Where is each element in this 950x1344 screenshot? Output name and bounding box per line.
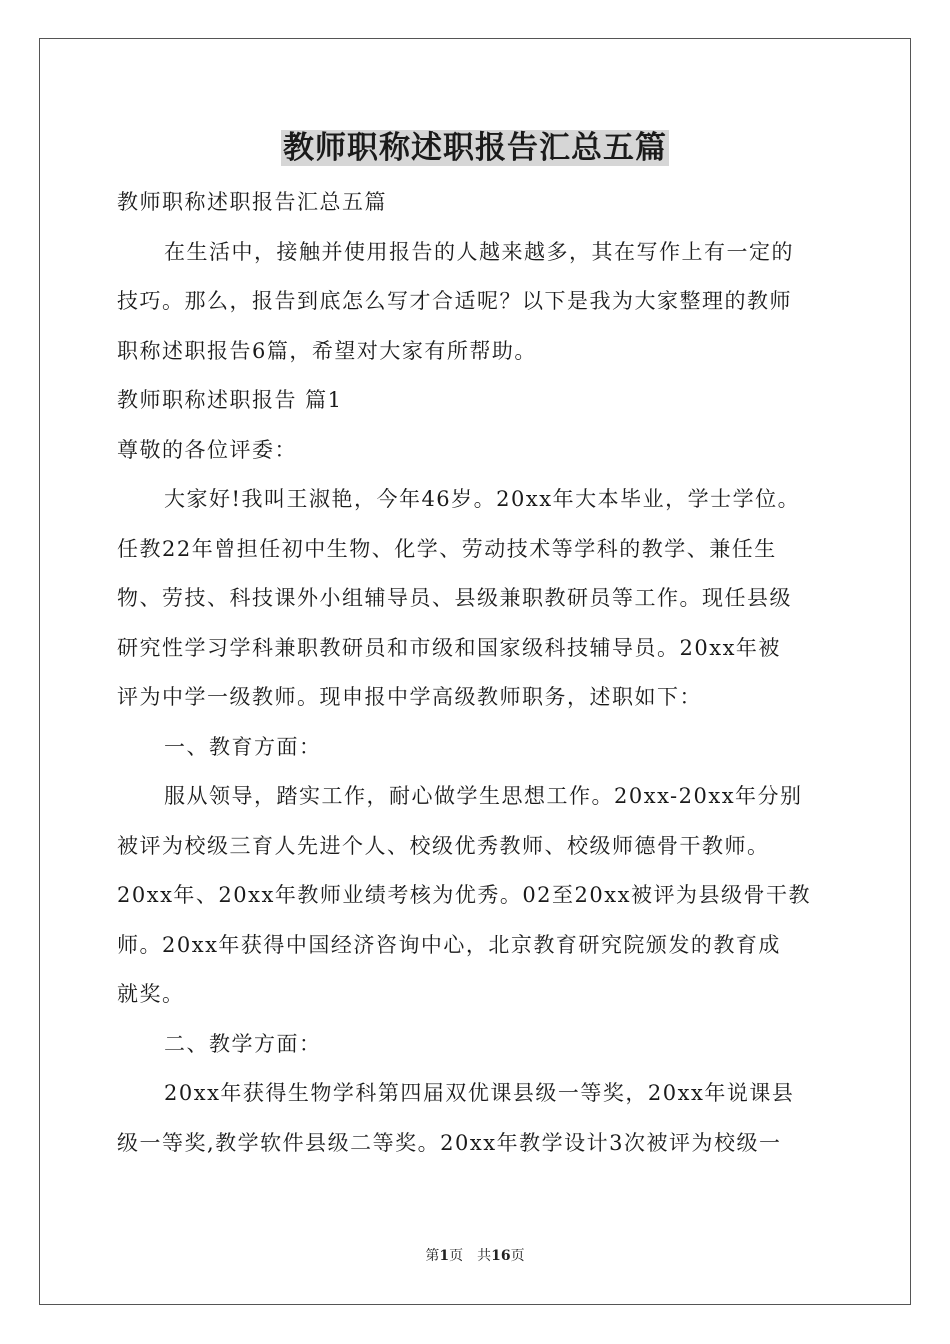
text-line: 在生活中，接触并使用报告的人越来越多，其在写作上有一定的 xyxy=(164,239,794,264)
text-line: 尊敬的各位评委： xyxy=(117,437,297,462)
document-title-text: 教师职称述职报告汇总五篇 xyxy=(283,130,667,166)
document-body xyxy=(117,178,837,1168)
page-suffix: 页 xyxy=(510,1248,525,1264)
text-line: 二、教学方面： xyxy=(164,1031,322,1056)
document-title xyxy=(0,126,950,170)
current-page-number: 1 xyxy=(439,1248,450,1264)
text-line: 职称述职报告6篇，希望对大家有所帮助。 xyxy=(117,338,537,363)
text-line: 一、教育方面： xyxy=(164,734,322,759)
text-line: 技巧。那么，报告到底怎么写才合适呢？以下是我为大家整理的教师 xyxy=(117,289,792,313)
page-footer xyxy=(0,1246,950,1266)
text-line: 研究性学习学科兼职教研员和市级和国家级科技辅导员。20xx年被 xyxy=(117,635,781,660)
text-line: 级一等奖,教学软件县级二等奖。20xx年教学设计3次被评为校级一 xyxy=(117,1130,782,1155)
page-prefix: 第 xyxy=(425,1248,440,1264)
total-page-number: 16 xyxy=(491,1248,511,1264)
text-line: 教师职称述职报告汇总五篇 xyxy=(117,190,387,214)
text-line: 评为中学一级教师。现申报中学高级教师职务，述职如下： xyxy=(117,685,702,709)
text-line: 大家好!我叫王淑艳，今年46岁。20xx年大本毕业，学士学位。 xyxy=(164,487,801,511)
text-line: 任教22年曾担任初中生物、化学、劳动技术等学科的教学、兼任生 xyxy=(117,536,777,561)
text-line: 就奖。 xyxy=(117,982,185,1006)
text-line: 师。20xx年获得中国经济咨询中心，北京教育研究院颁发的教育成 xyxy=(117,932,781,957)
text-line: 服从领导，踏实工作，耐心做学生思想工作。20xx-20xx年分别 xyxy=(164,784,803,808)
text-line: 20xx年、20xx年教师业绩考核为优秀。02至20xx被评为县级骨干教 xyxy=(117,883,811,907)
text-line: 20xx年获得生物学科第四届双优课县级一等奖，20xx年说课县 xyxy=(164,1081,795,1105)
text-line: 被评为校级三育人先进个人、校级优秀教师、校级师德骨干教师。 xyxy=(117,833,770,858)
page-middle: 页 共 xyxy=(449,1248,492,1264)
text-line: 物、劳技、科技课外小组辅导员、县级兼职教研员等工作。现任县级 xyxy=(117,586,792,610)
text-line: 教师职称述职报告 篇1 xyxy=(117,388,343,412)
